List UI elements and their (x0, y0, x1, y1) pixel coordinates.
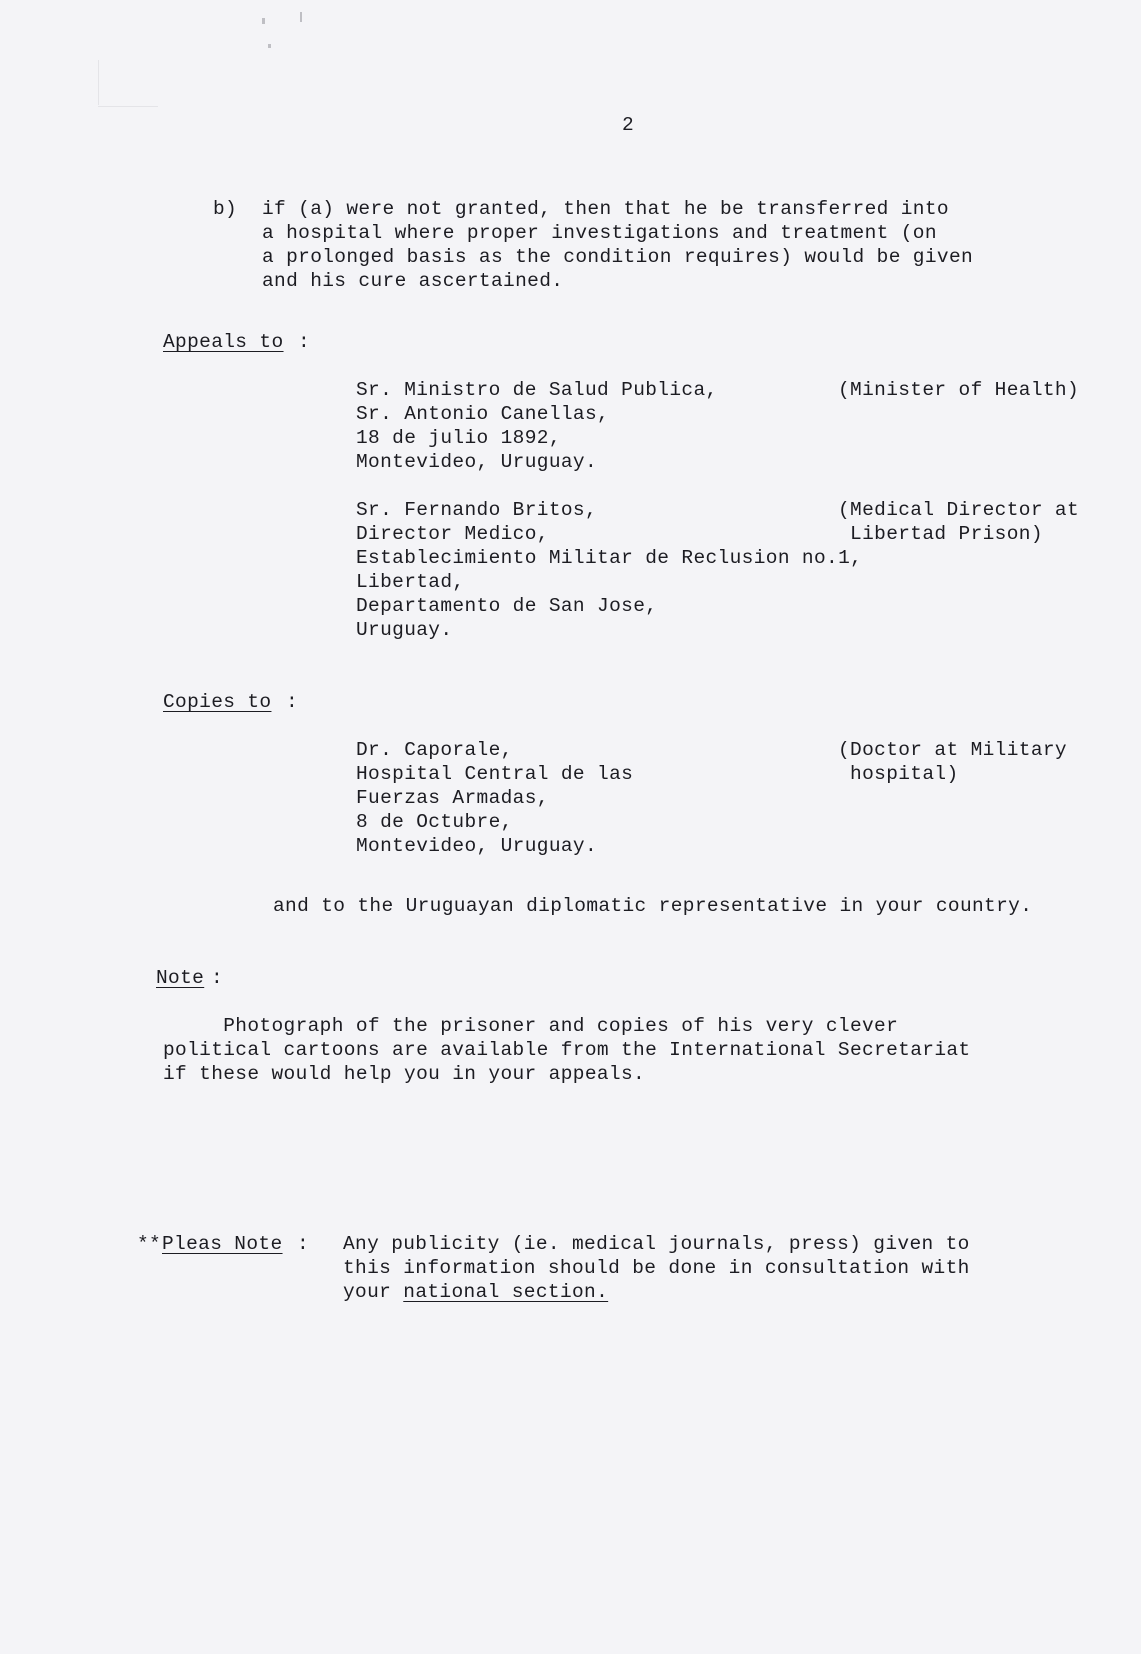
item-b-line: and his cure ascertained. (262, 270, 564, 292)
address-line: Sr. Antonio Canellas, (356, 403, 610, 425)
page-number: 2 (622, 114, 635, 136)
address-line: Montevideo, Uruguay. (356, 451, 598, 473)
address-line: 8 de Octubre, (356, 811, 513, 833)
note-heading: Note (156, 967, 205, 989)
pleas-note-line (343, 1280, 608, 1304)
note-colon: : (211, 967, 224, 989)
national-section-text: national section. (403, 1281, 609, 1303)
address-line: Montevideo, Uruguay. (356, 835, 598, 857)
address-line: Dr. Caporale, (356, 739, 513, 761)
note-line: Photograph of the prisoner and copies of his very clever (163, 1015, 899, 1037)
pleas-note-line: Any publicity (ie. medical journals, press) given to (343, 1233, 970, 1255)
address-line: Uruguay. (356, 619, 453, 641)
scan-mark (98, 106, 158, 107)
address-line: Director Medico, (356, 523, 549, 545)
address-line: Fuerzas Armadas, (356, 787, 549, 809)
address-line: Libertad, (356, 571, 465, 593)
addressee-role-note: (Minister of Health) (838, 379, 1080, 401)
scan-mark (300, 12, 302, 22)
address-line: Establecimiento Militar de Reclusion no.1, (356, 547, 863, 569)
addressee-role-note: hospital) (838, 763, 959, 785)
scan-mark (98, 60, 99, 105)
copies-heading: Copies to (163, 691, 272, 713)
address-line: Sr. Ministro de Salud Publica, (356, 379, 718, 401)
pleas-note-prefix: ** (137, 1233, 162, 1255)
item-b-line: a prolonged basis as the condition requires) would be given (262, 246, 974, 268)
item-b-marker: b) (213, 198, 238, 220)
appeals-heading: Appeals to (163, 331, 284, 353)
diplomatic-line: and to the Uruguayan diplomatic representative in your country. (273, 895, 1033, 917)
pleas-note-line3-prefix: your (343, 1281, 404, 1303)
addressee-role-note: (Medical Director at (838, 499, 1080, 521)
address-line: 18 de julio 1892, (356, 427, 561, 449)
pleas-note-colon: : (297, 1233, 310, 1255)
scan-mark (262, 18, 265, 24)
copies-colon: : (286, 691, 299, 713)
pleas-note-line: this information should be done in consultation with (343, 1257, 970, 1279)
address-line: Sr. Fernando Britos, (356, 499, 598, 521)
appeals-colon: : (298, 331, 311, 353)
item-b-line: if (a) were not granted, then that he be transferred into (262, 198, 949, 220)
addressee-role-note: (Doctor at Military (838, 739, 1067, 761)
pleas-note-heading: Pleas Note (162, 1233, 283, 1255)
address-line: Departamento de San Jose, (356, 595, 658, 617)
addressee-role-note: Libertad Prison) (838, 523, 1043, 545)
scan-mark (268, 44, 271, 48)
item-b-line: a hospital where proper investigations and treatment (on (262, 222, 937, 244)
note-line: political cartoons are available from the International Secretariat (163, 1039, 971, 1061)
note-line: if these would help you in your appeals. (163, 1063, 646, 1085)
address-line: Hospital Central de las (356, 763, 634, 785)
